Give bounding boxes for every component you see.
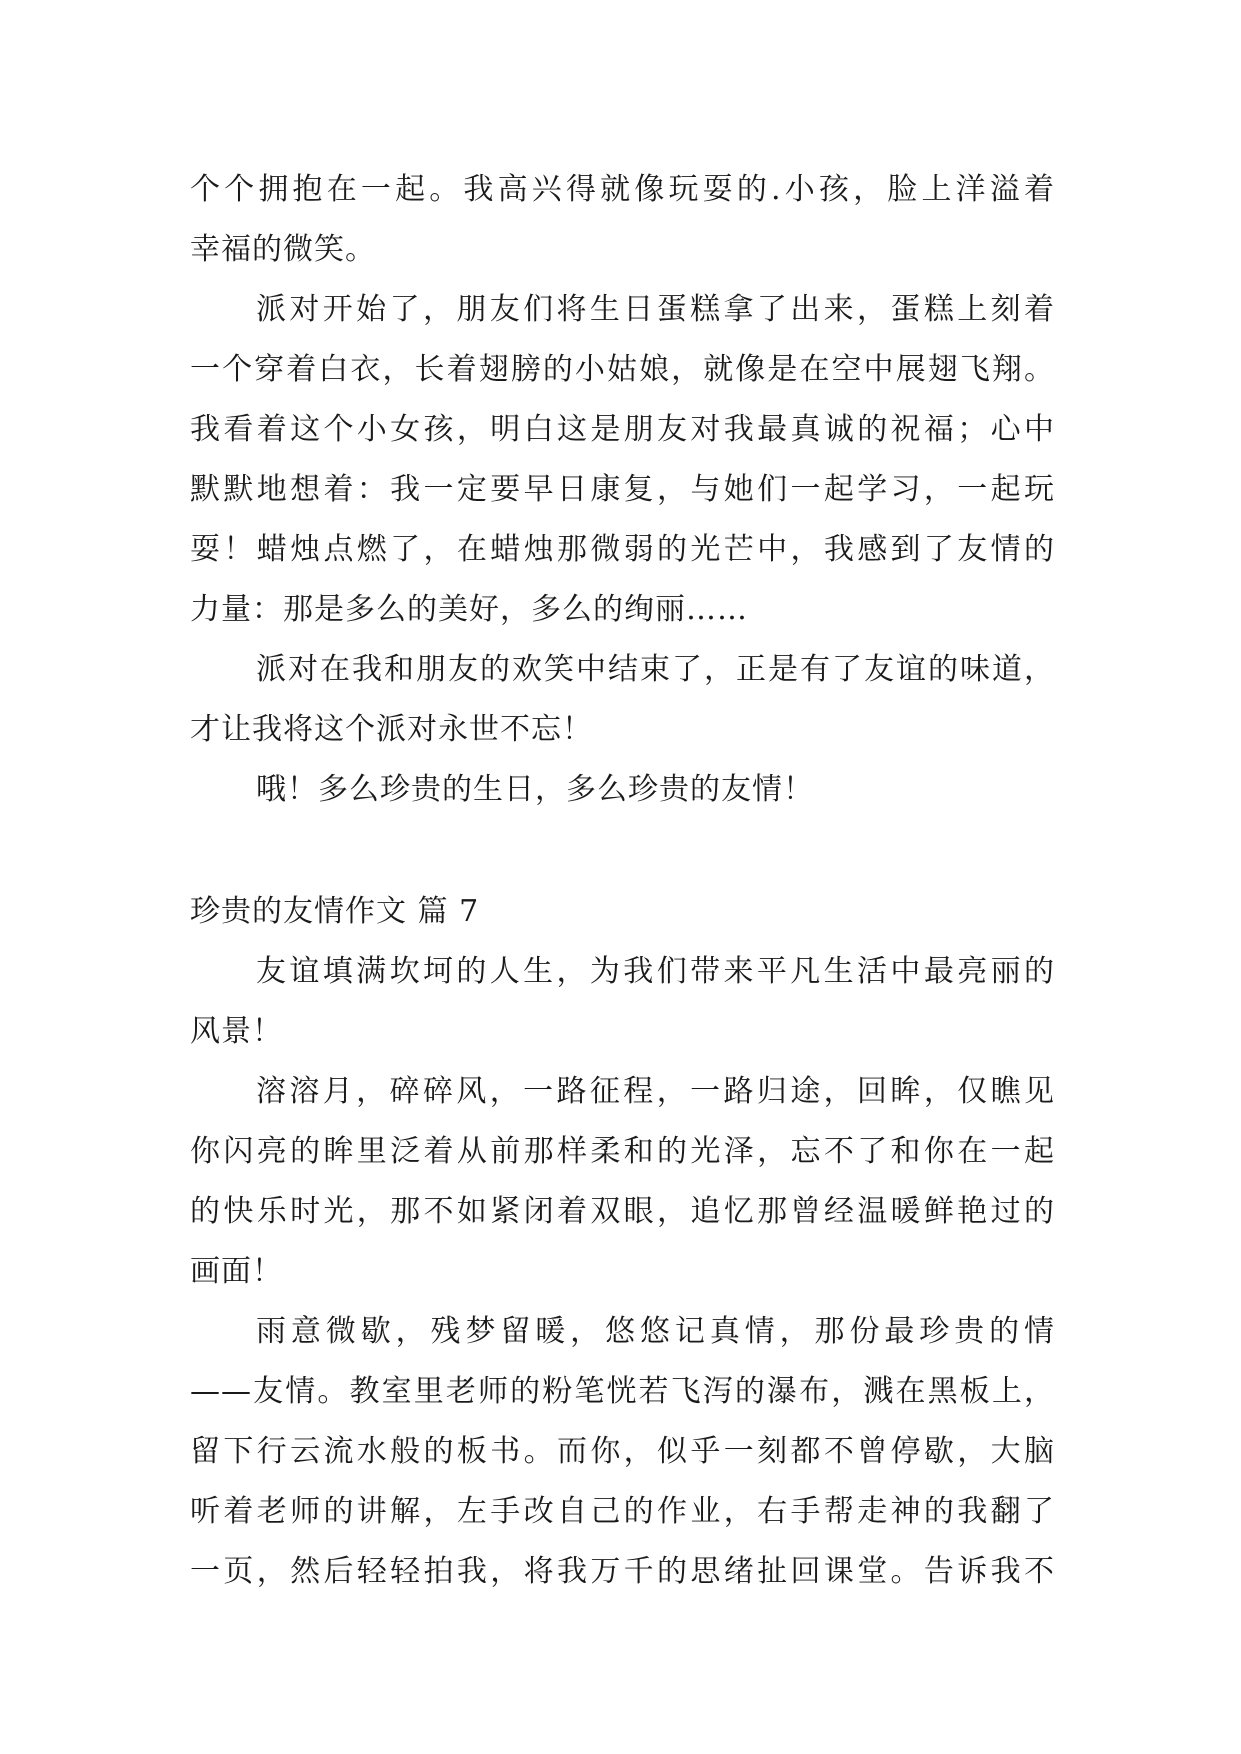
text-line: 派对在我和朋友的欢笑中结束了，正是有了友谊的味道， — [256, 652, 1055, 687]
paragraph — [190, 942, 1055, 1062]
paragraph — [190, 1062, 1055, 1302]
essay-section-before — [190, 160, 1055, 820]
text-line: 你闪亮的眸里泛着从前那样柔和的光泽，忘不了和你在一起 — [190, 1134, 1055, 1169]
text-line: 画面！ — [190, 1254, 283, 1289]
text-line: 默默地想着：我一定要早日康复，与她们一起学习，一起玩 — [190, 472, 1055, 507]
paragraph — [190, 760, 1055, 820]
text-line: 我看着这个小女孩，明白这是朋友对我最真诚的祝福；心中 — [190, 412, 1055, 447]
section-gap — [190, 820, 1055, 882]
text-line: 留下行云流水般的板书。而你，似乎一刻都不曾停歇，大脑 — [190, 1434, 1055, 1469]
text-line: 哦！多么珍贵的生日，多么珍贵的友情！ — [256, 772, 814, 807]
paragraph — [190, 1302, 1055, 1602]
text-line: 友谊填满坎坷的人生，为我们带来平凡生活中最亮丽的 — [256, 954, 1055, 989]
text-line: 一个穿着白衣，长着翅膀的小姑娘，就像是在空中展翅飞翔。 — [190, 352, 1055, 387]
essay-section-after — [190, 942, 1055, 1602]
text-line: 溶溶月，碎碎风，一路征程，一路归途，回眸，仅瞧见 — [256, 1074, 1055, 1109]
text-line: 听着老师的讲解，左手改自己的作业，右手帮走神的我翻了 — [190, 1494, 1055, 1529]
text-line: 个个拥抱在一起。我高兴得就像玩耍的.小孩，脸上洋溢着 — [190, 172, 1055, 207]
document-page — [190, 160, 1055, 1602]
text-line: 的快乐时光，那不如紧闭着双眼，追忆那曾经温暖鲜艳过的 — [190, 1194, 1055, 1229]
paragraph — [190, 280, 1055, 640]
text-line: 才让我将这个派对永世不忘！ — [190, 712, 593, 747]
text-line: ——友情。教室里老师的粉笔恍若飞泻的瀑布，溅在黑板上， — [190, 1374, 1055, 1409]
text-line: 雨意微歇，残梦留暖，悠悠记真情，那份最珍贵的情 — [256, 1314, 1055, 1349]
text-line: 耍！蜡烛点燃了，在蜡烛那微弱的光芒中，我感到了友情的 — [190, 532, 1055, 567]
paragraph — [190, 640, 1055, 760]
text-line: 一页，然后轻轻拍我，将我万千的思绪扯回课堂。告诉我不 — [190, 1554, 1055, 1589]
text-line: 派对开始了，朋友们将生日蛋糕拿了出来，蛋糕上刻着 — [256, 292, 1055, 327]
paragraph — [190, 160, 1055, 280]
section-heading: 珍贵的友情作文 篇 7 — [190, 894, 480, 929]
text-line: 风景！ — [190, 1014, 283, 1049]
text-line: 幸福的微笑。 — [190, 232, 376, 267]
text-line: 力量：那是多么的美好，多么的绚丽…… — [190, 592, 748, 627]
